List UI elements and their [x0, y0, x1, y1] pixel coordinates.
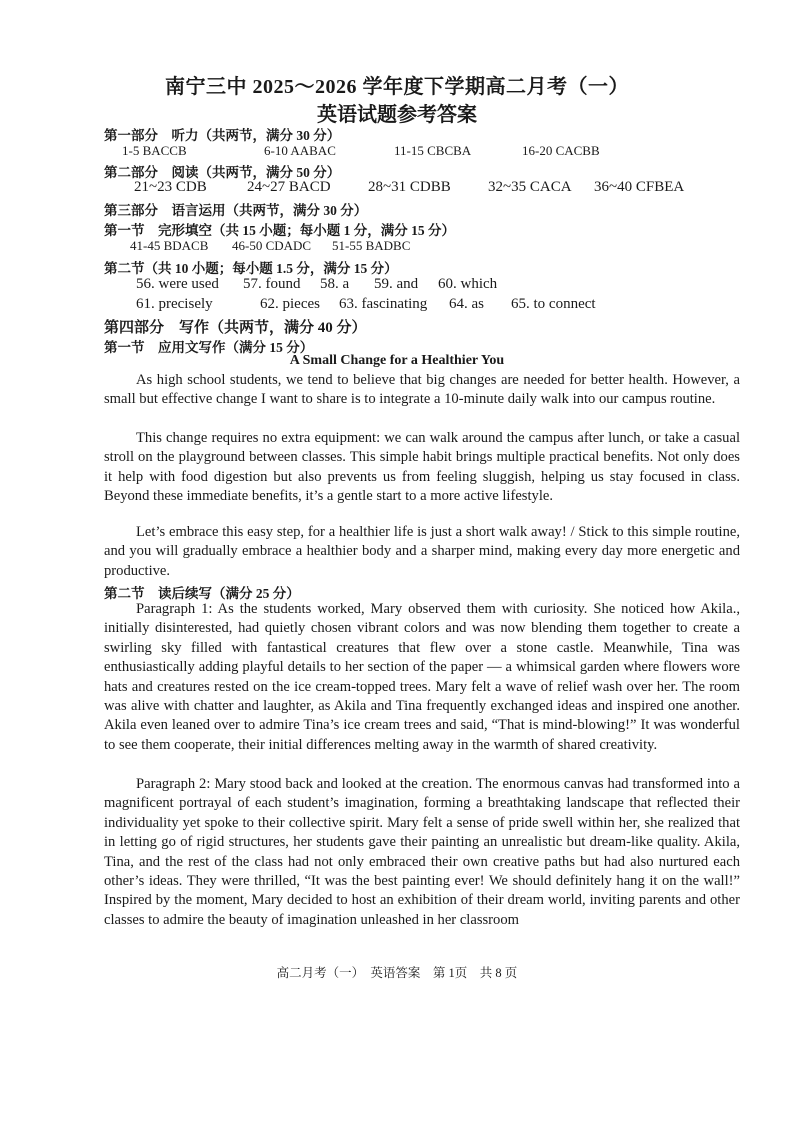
essay-paragraph: This change requires no extra equipment: we can walk around the campus after lunch, or take a casual stroll on the playground between classes. This simple habit brings multiple practical benefits. Not only does it help with food digestion but also prevents us from feeling sluggish, helping us stay focused in class. Beyond these immediate benefits, it’s a gentle start to a more active lifestyle.	[104, 430, 740, 505]
answer-group: 51-55 BADBC	[332, 238, 411, 253]
answer-item: 63. fascinating	[339, 296, 428, 312]
essay-paragraph: As high school students, we tend to believe that big changes are needed for better health. However, a small but effective change I want to share is to integrate a 10-minute daily walk into our campus routine.	[104, 372, 740, 408]
part3-section2-heading: 第二节（共 10 小题；每小题 1.5 分，满分 15 分）	[104, 261, 398, 276]
answer-group: 46-50 CDADC	[232, 238, 312, 253]
answer-item: 65. to connect	[511, 296, 596, 312]
answer-group: 24~27 BACD	[247, 179, 331, 195]
part4-section1-heading: 第一节 应用文写作（满分 15 分）	[104, 340, 314, 355]
answer-group: 32~35 CACA	[488, 179, 572, 195]
answer-group: 21~23 CDB	[134, 179, 207, 195]
answer-group: 41-45 BDACB	[130, 238, 209, 253]
part3-section2-row1	[0, 276, 794, 296]
answer-item: 62. pieces	[260, 296, 320, 312]
answer-item: 56. were used	[136, 276, 219, 292]
part3-section1-heading: 第一节 完形填空（共 15 小题；每小题 1 分，满分 15 分）	[104, 223, 455, 238]
essay-paragraph: Let’s embrace this easy step, for a healthier life is just a short walk away! / Stick to this simple routine, and you will gradually embrace a healthier body and a sharper mind, making every day more energetic and productive.	[104, 524, 740, 579]
continuation-paragraph: Paragraph 1: As the students worked, Mary observed them with curiosity. She noticed how Akila., initially disinterested, had quietly chosen vibrant colors and was now blending them together to create a swirling sky filled with fantastical creatures that flew over a stone castle. Meanwhile, Tina was enthusiastically adding playful details to her section of the paper — a whimsical garden where flowers wore hats and creatures rested on the ice cream-topped trees. Mary felt a wave of relief wash over her. The room was alive with chatter and laughter, as Akila and Tina frequently exchanged ideas and inspired one another. Akila even leaned over to admire Tina’s ice cream trees and said, “That is mind-blowing!” It was wonderful to see them cooperate, their initial differences melting away in the warmth of shared creativity.	[104, 601, 740, 753]
answer-group: 16-20 CACBB	[522, 143, 600, 158]
part4-heading: 第四部分 写作（共两节，满分 40 分）	[104, 320, 367, 336]
answer-group: 36~40 CFBEA	[594, 179, 685, 195]
answer-item: 64. as	[449, 296, 484, 312]
part1-heading: 第一部分 听力（共两节，满分 30 分）	[104, 128, 341, 143]
answer-item: 58. a	[320, 276, 350, 292]
page-subtitle: 英语试题参考答案	[317, 104, 477, 126]
part1-answers	[0, 143, 794, 161]
answer-group: 28~31 CDBB	[368, 179, 451, 195]
part3-heading: 第三部分 语言运用（共两节，满分 30 分）	[104, 203, 368, 218]
part2-answers	[0, 179, 794, 199]
answer-group: 1-5 BACCB	[122, 143, 187, 158]
part4-section2-heading: 第二节 读后续写（满分 25 分）	[104, 586, 300, 601]
continuation-paragraph: Paragraph 2: Mary stood back and looked at the creation. The enormous canvas had transformed into a magnificent portrayal of each student’s imagination, forming a breathtaking landscape that reflected their individuality yet spoke to their collective spirit. Mary felt a sense of pride swell within her, she realized that in letting go of rigid structures, her students gave their painting an unrealistic but dream-like quality. Akila, Tina, and the rest of the class had not only embraced their own creative paths but had also nurtured each other’s ideas. They were thrilled, “It was the best painting ever! We should definitely hang it on the wall!” Inspired by the moment, Mary decided to host an exhibition of their dream world, inviting parents and other classes to admire the beauty of imagination unleashed in her classroom	[104, 776, 740, 928]
answer-group: 11-15 CBCBA	[394, 143, 472, 158]
part3-section2-row2	[0, 296, 794, 316]
answer-item: 57. found	[243, 276, 301, 292]
essay-title: A Small Change for a Healthier You	[289, 353, 505, 368]
part2-heading: 第二部分 阅读（共两节，满分 50 分）	[104, 165, 341, 180]
part3-section1-answers	[0, 238, 794, 256]
answer-item: 59. and	[374, 276, 419, 292]
page-title: 南宁三中 2025～2026 学年度下学期高二月考（一）	[165, 76, 629, 98]
answer-group: 6-10 AABAC	[264, 143, 336, 158]
answer-item: 60. which	[438, 276, 498, 292]
page-footer: 高二月考（一） 英语答案 第 1页 共 8 页	[276, 966, 518, 980]
answer-item: 61. precisely	[136, 296, 213, 312]
